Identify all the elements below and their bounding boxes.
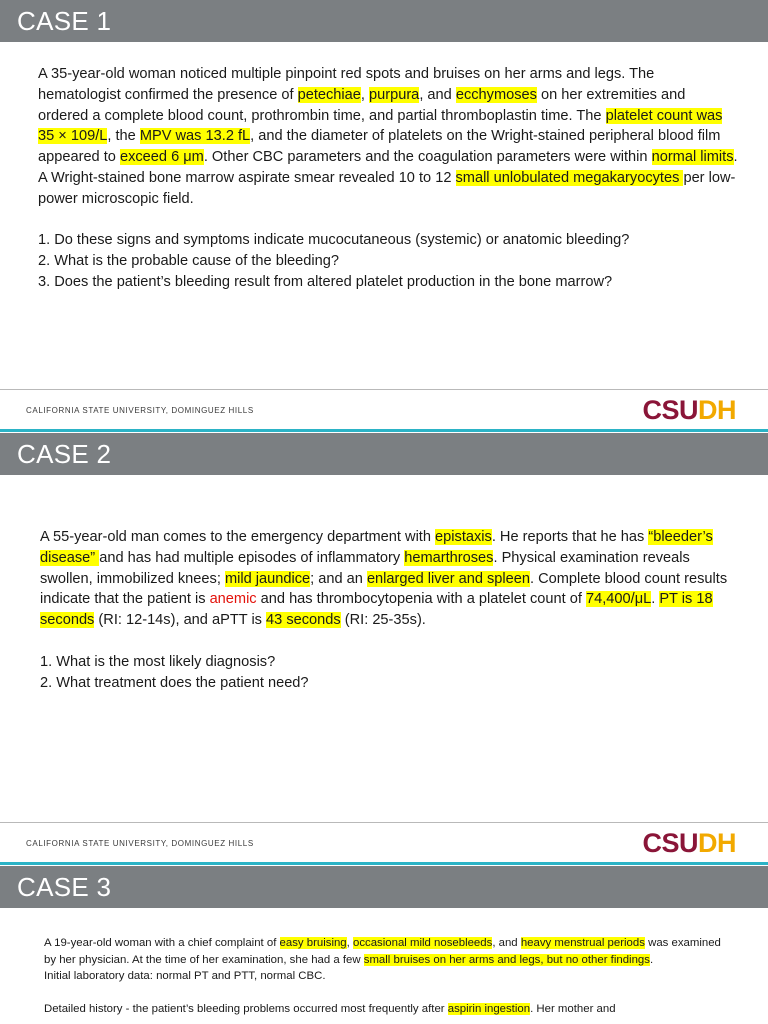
highlighted-term: platelet count was 35 × 109/L xyxy=(38,107,723,145)
spacer xyxy=(38,210,738,231)
footer-divider xyxy=(0,389,768,390)
highlighted-term: normal limits xyxy=(651,149,734,166)
highlighted-term: “bleeder’s disease” xyxy=(40,529,713,566)
highlighted-term: petechiae xyxy=(297,86,361,103)
csudh-logo: CSUDH xyxy=(642,395,736,425)
highlighted-term: occasional mild nosebleeds xyxy=(353,937,493,949)
footer-divider xyxy=(0,822,768,823)
highlighted-term: small unlobulated megakaryocytes xyxy=(455,169,684,186)
highlighted-term: 43 seconds xyxy=(266,612,341,629)
case-description xyxy=(44,935,724,1018)
highlighted-term: exceed 6 μm xyxy=(119,149,204,166)
question-2: 2. What is the probable cause of the bleeding? xyxy=(38,253,339,270)
text-run: Detailed history - the patient’s bleeding problems occurred most frequently after xyxy=(44,1003,448,1015)
text-run: . A Wright-stained bone marrow aspirate smear revealed 10 to 12 xyxy=(38,149,738,186)
text-run: , and xyxy=(492,937,521,949)
text-run: and has had multiple episodes of inflammatory xyxy=(99,549,405,566)
text-run: , xyxy=(360,86,369,103)
text-run: on her extremities and ordered a complete blood count, prothrombin time, and partial thromboplastin time. The xyxy=(38,86,686,124)
slide-case-1 xyxy=(0,0,768,432)
text-run: per low-power microscopic field. xyxy=(38,169,736,207)
slide-title: CASE 1 xyxy=(0,0,768,42)
question-1: 1. What is the most likely diagnosis? xyxy=(40,653,276,670)
text-run: . He reports that he has xyxy=(491,529,649,545)
footer-accent-bar xyxy=(0,862,768,865)
text-run: A 19-year-old woman with a chief complaint of xyxy=(44,937,280,949)
highlighted-term: enlarged liver and spleen xyxy=(366,570,531,587)
text-run: and has thrombocytopenia with a platelet count of xyxy=(256,591,586,608)
highlighted-term: PT is 18 seconds xyxy=(40,591,713,629)
highlighted-term: mild jaundice xyxy=(224,570,311,587)
text-run: (RI: 12-14s), and aPTT is xyxy=(94,612,267,629)
case-description xyxy=(38,64,738,293)
slide-title: CASE 2 xyxy=(0,433,768,475)
highlighted-term: heavy menstrual periods xyxy=(520,937,645,949)
text-run: . Other CBC parameters and the coagulation parameters were within xyxy=(203,149,652,166)
text-run: , xyxy=(346,937,353,949)
text-run: A 55-year-old man comes to the emergency department with xyxy=(40,529,436,545)
footer-university-name: CALIFORNIA STATE UNIVERSITY, DOMINGUEZ HILLS xyxy=(26,839,254,848)
case-paragraph xyxy=(38,64,738,210)
text-run: . Complete blood count results indicate that the patient is xyxy=(40,570,728,608)
case-paragraph xyxy=(44,935,724,968)
history-line xyxy=(44,1001,724,1018)
highlighted-term: hemarthroses xyxy=(404,549,494,566)
csudh-logo: CSUDH xyxy=(642,828,736,858)
highlighted-term: 74,400/μL xyxy=(586,591,652,608)
highlighted-term: aspirin ingestion xyxy=(447,1003,531,1015)
text-run: . xyxy=(649,953,654,966)
lab-data-line: Initial laboratory data: normal PT and PTT, normal CBC. xyxy=(44,970,326,982)
text-run: was examined by her physician. At the time of her examination, she had a few xyxy=(44,937,721,966)
question-2: 2. What treatment does the patient need? xyxy=(40,674,309,691)
text-run: A 35-year-old woman noticed multiple pinpoint red spots and bruises on her arms and legs. The hematologist confirmed the presence of xyxy=(38,66,655,103)
highlighted-term: small bruises on her arms and legs, but no other findings xyxy=(363,953,650,966)
highlighted-term: purpura xyxy=(369,86,420,103)
slide-case-3 xyxy=(0,866,768,1024)
highlighted-term: epistaxis xyxy=(435,529,492,545)
emphasized-term: anemic xyxy=(209,591,257,608)
text-run: ; and an xyxy=(310,570,367,587)
case-paragraph xyxy=(40,527,740,631)
spacer xyxy=(44,985,724,1002)
text-run: , and the diameter of platelets on the Wright-stained peripheral blood film appeared to xyxy=(38,128,721,166)
question-1: 1. Do these signs and symptoms indicate mucocutaneous (systemic) or anatomic bleeding? xyxy=(38,232,630,249)
text-run: , and xyxy=(419,86,456,103)
slide-case-2 xyxy=(0,433,768,865)
question-3: 3. Does the patient’s bleeding result from altered platelet production in the bone marrow? xyxy=(38,273,613,290)
highlighted-term: easy bruising xyxy=(279,937,347,949)
highlighted-term: MPV was 13.2 fL xyxy=(139,128,251,145)
highlighted-term: ecchymoses xyxy=(455,86,537,103)
text-run: (RI: 25-35s). xyxy=(340,612,426,629)
text-run: . Physical examination reveals swollen, immobilized knees; xyxy=(40,549,690,587)
footer-accent-bar xyxy=(0,429,768,432)
text-run: . xyxy=(651,591,660,608)
spacer xyxy=(40,631,740,652)
text-run: . Her mother and xyxy=(530,1003,616,1015)
text-run: , the xyxy=(107,128,140,145)
slide-title: CASE 3 xyxy=(0,866,768,908)
case-description xyxy=(40,527,740,693)
footer-university-name: CALIFORNIA STATE UNIVERSITY, DOMINGUEZ HILLS xyxy=(26,406,254,415)
